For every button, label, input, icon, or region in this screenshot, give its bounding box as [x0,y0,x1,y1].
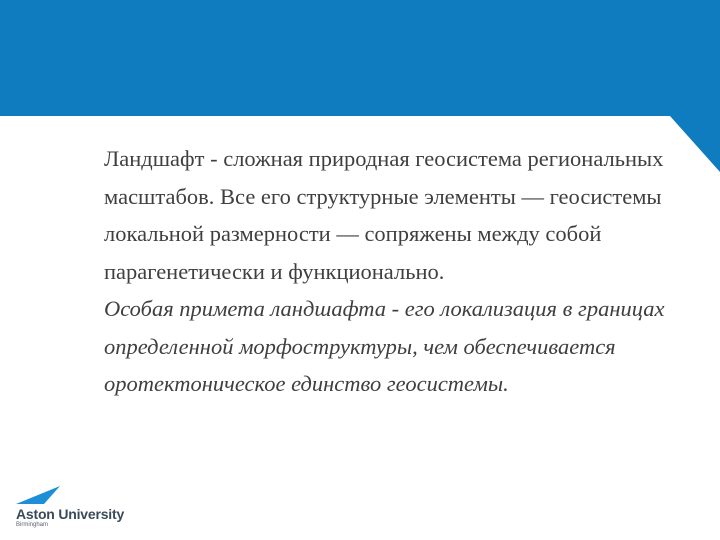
logo-name: Aston University [16,506,125,522]
triangle-logo-icon [14,484,64,506]
paragraph-definition: Ландшафт - сложная природная геосистема региональных масштабов. Все его структурные элементы — геосистемы локальной размерности — сопряжены между собой парагенетически и функционально. [104,146,664,284]
logo-subtitle: Birmingham [16,522,49,528]
paragraph-feature: Особая примета ландшафта - его локализация в границах определенной морфоструктуры, чем обеспечивается оротектоническое единство геосистемы. [104,296,665,396]
slide-body [104,140,704,403]
aston-university-logo [14,484,134,530]
